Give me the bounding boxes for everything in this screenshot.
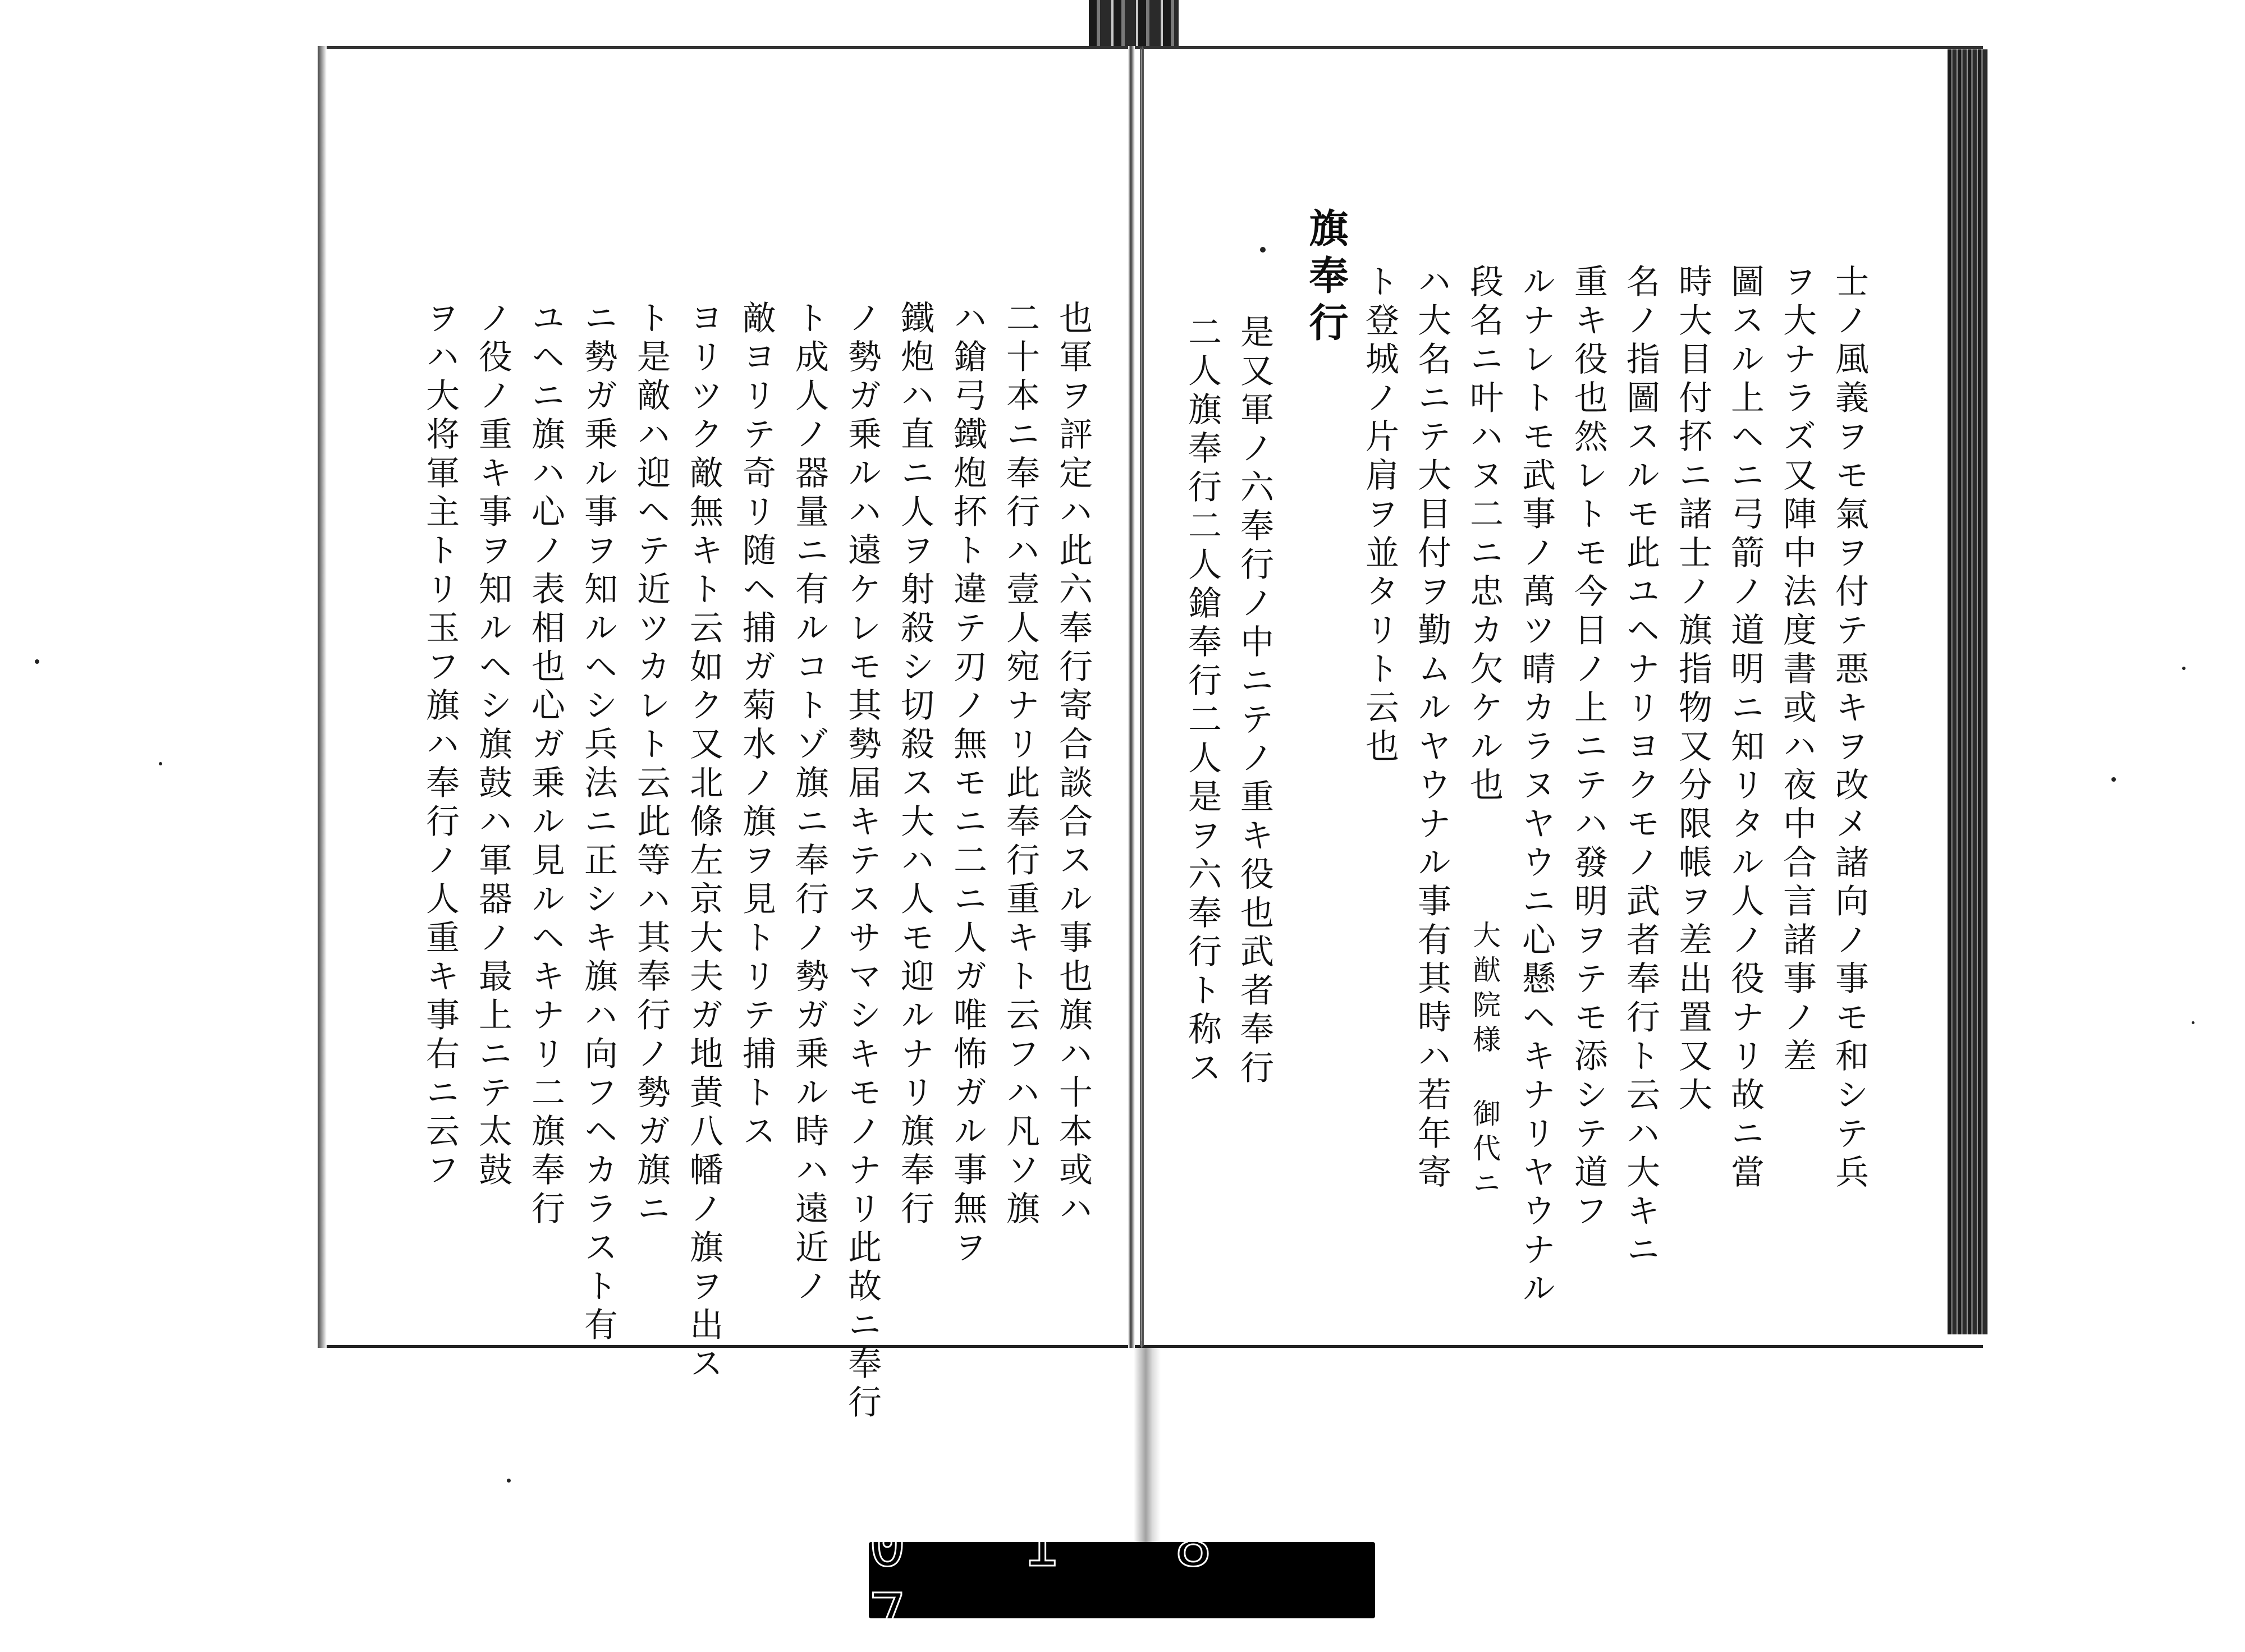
text-column: ハ大名ニテ大目付ヲ勤ムルヤウナル事有其時ハ若年寄 <box>1412 264 1451 1193</box>
text-column: 二人旗奉行二人鎗奉行二人是ヲ六奉行ト称ス <box>1183 314 1222 1089</box>
text-column: ノ勢ガ乗ルハ遠ケレモ其勢届キテスサマシキモノナリ此故ニ奉行 <box>842 300 882 1423</box>
page-stack-edge <box>1948 49 1988 1334</box>
text-column: 二十本ニ奉行ハ壹人宛ナリ此奉行重キト云フハ凡ソ旗 <box>1001 300 1040 1229</box>
dust-speck <box>2182 667 2186 670</box>
text-column: ルナレトモ武事ノ萬ツ晴カラヌヤウニ心懸ヘキナリヤウナル <box>1516 264 1556 1309</box>
text-column: ト登城ノ片肩ヲ並タリト云也 <box>1360 264 1399 767</box>
text-column: ニ勢ガ乗ル事ヲ知ルヘシ兵法ニ正シキ旗ハ向フヘカラスト有 <box>579 300 618 1346</box>
name-note: 大猷院様 御代ニ <box>1468 920 1501 1203</box>
text-column: ハ鎗弓鐵炮抔ト違テ刃ノ無モニ二ニ人ガ唯怖ガル事無ヲ <box>948 300 987 1268</box>
text-column: 士ノ風義ヲモ氣ヲ付テ悪キヲ改メ諸向ノ事モ和シテ兵 <box>1830 264 1869 1193</box>
text-column: 圖スル上ヘニ弓箭ノ道明ニ知リタル人ノ役ナリ故ニ當 <box>1725 264 1765 1193</box>
text-column: 名ノ指圖スルモ此ユヘナリヨクモノ武者奉行ト云ハ大キニ <box>1621 264 1660 1270</box>
dust-speck <box>507 1479 511 1483</box>
text-column: 重キ役也然レトモ今日ノ上ニテハ發明ヲテモ添シテ道フ <box>1569 264 1608 1232</box>
book-binding <box>1089 0 1179 49</box>
text-column: 時大目付抔ニ諸士ノ旗指物又分限帳ヲ差出置又大 <box>1673 264 1712 1116</box>
text-column: 鐵炮ハ直ニ人ヲ射殺シ切殺ス大ハ人モ迎ルナリ旗奉行 <box>895 300 934 1229</box>
text-column: ユヘニ旗ハ心ノ表相也心ガ乗ル見ルヘキナリ二旗奉行 <box>526 300 565 1229</box>
page-gutter <box>1128 46 1135 1348</box>
text-column: 段名ニ叶ハヌ二ニ忠カ欠ケル也 <box>1464 264 1504 806</box>
stamp-number: 0 1 8 7 <box>869 1508 1252 1652</box>
dust-speck <box>35 659 39 664</box>
text-column: ノ役ノ重キ事ヲ知ルヘシ旗鼓ハ軍器ノ最上ニテ太鼓 <box>473 300 512 1191</box>
heading-marker <box>1260 247 1266 253</box>
dust-speck <box>2111 777 2116 782</box>
text-column: 也軍ヲ評定ハ此六奉行寄合談合スル事也旗ハ十本或ハ <box>1053 300 1093 1229</box>
text-column: ヲハ大将軍主トリ玉フ旗ハ奉行ノ人重キ事右ニ云フ <box>420 300 460 1191</box>
text-column: ヲ大ナラズ又陣中法度書或ハ夜中合言諸事ノ差 <box>1777 264 1817 1077</box>
page-edge-shadow <box>318 46 327 1348</box>
text-column: ヨリツク敵無キト云如ク又北條左京大夫ガ地黄八幡ノ旗ヲ出ス <box>684 300 723 1384</box>
dust-speck <box>2192 1021 2194 1024</box>
text-column: 敵ヨリテ奇リ随ヘ捕ガ菊水ノ旗ヲ見トリテ捕トス <box>737 300 776 1152</box>
dust-speck <box>159 762 162 765</box>
text-column: 是又軍ノ六奉行ノ中ニテノ重キ役也武者奉行 <box>1235 314 1274 1089</box>
section-heading: 旗奉行 <box>1303 208 1349 349</box>
text-column: ト成人ノ器量ニ有ルコトゾ旗ニ奉行ノ勢ガ乗ル時ハ遠近ノ <box>790 300 829 1307</box>
archive-number-stamp <box>869 1508 1375 1652</box>
text-column: ト是敵ハ迎ヘテ近ツカレト云此等ハ其奉行ノ勢ガ旗ニ <box>631 300 671 1229</box>
